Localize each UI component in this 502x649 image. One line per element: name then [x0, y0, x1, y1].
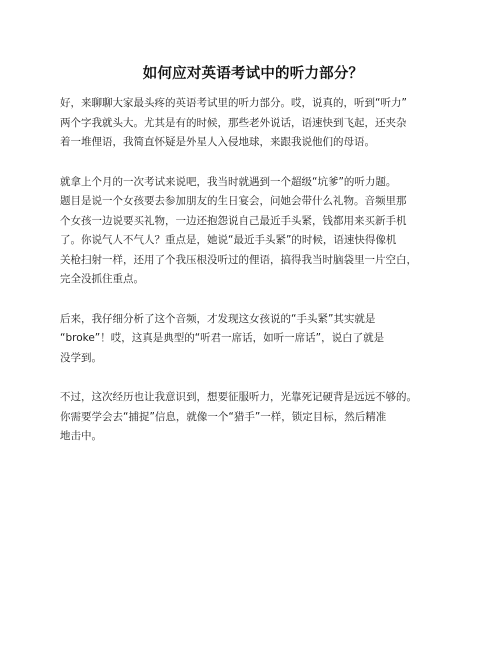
paragraph-line: 不过，这次经历也让我意识到，想要征服听力，光靠死记硬背是远远不够的。	[60, 391, 417, 403]
paragraph-line: 地击中。	[60, 430, 102, 442]
paragraph-line: 个女孩一边说要买礼物，一边还抱怨说自己最近手头紧，钱都用来买新手机	[60, 214, 407, 227]
paragraph-line: 关枪扫射一样，还用了个我压根没听过的俚语，搞得我当时脑袋里一片空白，	[60, 253, 417, 266]
paragraph-line: 完全没抓住重点。	[60, 273, 144, 285]
paragraph-spacer	[60, 290, 446, 310]
paragraph-spacer	[60, 153, 446, 173]
paragraph-line: 两个字我就头大。尤其是有的时候，那些老外说话，语速快到飞起，还夹杂	[60, 116, 407, 129]
paragraph-line: 你需要学会去“捕捉”信息，就像一个“猎手”一样，锁定目标，然后精准	[60, 410, 387, 423]
paragraph-3	[60, 310, 446, 369]
paragraph-line: 好，来聊聊大家最头疼的英语考试里的听力部分。哎，说真的，听到“听力”	[60, 97, 407, 109]
paragraph-2	[60, 173, 446, 290]
document-title: 如何应对英语考试中的听力部分？	[142, 66, 364, 82]
paragraph-line: 后来，我仔细分析了这个音频，才发现这女孩说的“手头紧”其实就是	[60, 312, 376, 325]
paragraph-line: 题目是说一个女孩要去参加朋友的生日宴会，问她会带什么礼物。音频里那	[60, 195, 407, 207]
paragraph-spacer	[60, 368, 446, 388]
paragraph-line: 就拿上个月的一次考试来说吧，我当时就遇到一个超级“坑爹”的听力题。	[60, 175, 397, 188]
paragraph-1	[60, 94, 446, 153]
paragraph-line: 着一堆俚语，我简直怀疑是外星人入侵地球，来跟我说他们的母语。	[60, 136, 375, 148]
paragraph-line: 没学到。	[60, 351, 102, 364]
paragraph-line: “broke”！哎，这真是典型的“听君一席话，如听一席话”，说白了就是	[60, 332, 385, 344]
paragraph-4	[60, 388, 446, 447]
paragraph-line: 了。你说气人不气人？重点是，她说“最近手头紧”的时候，语速快得像机	[60, 234, 397, 246]
